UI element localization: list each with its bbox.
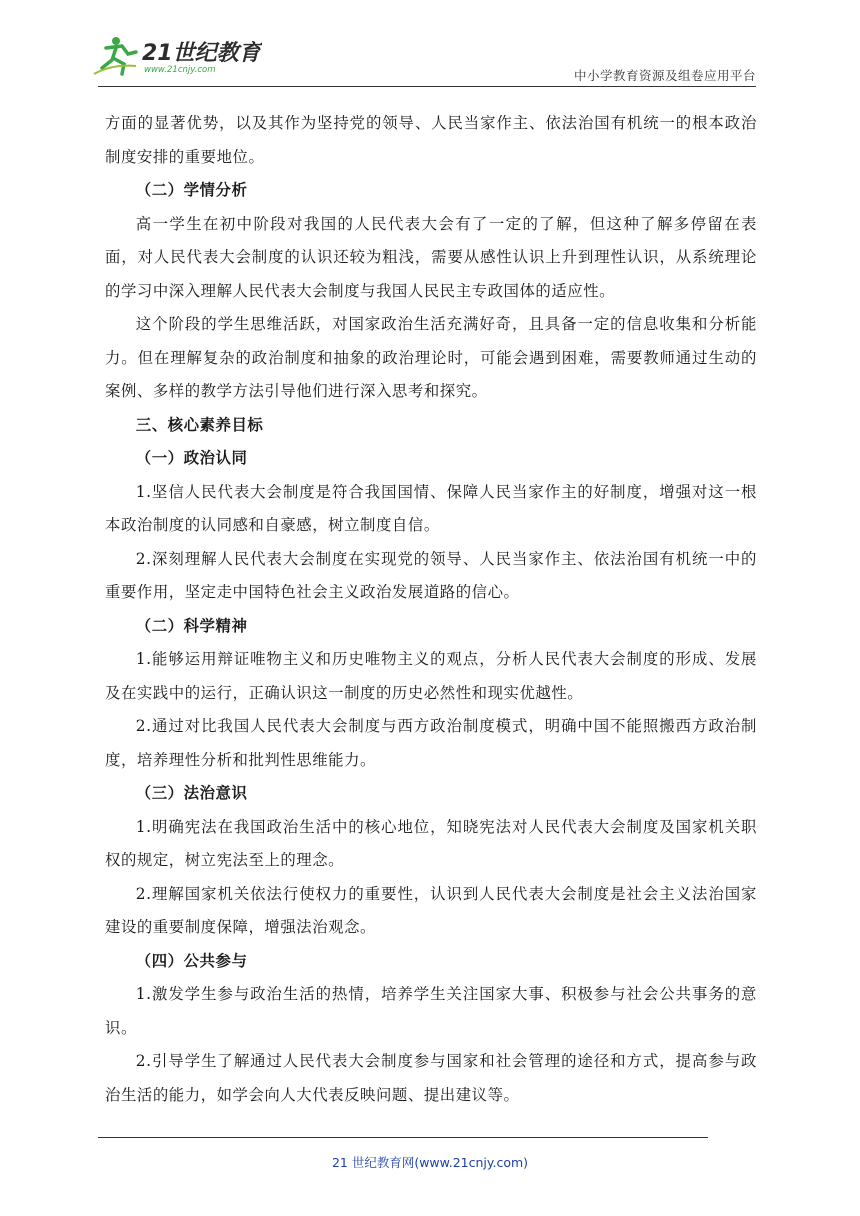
paragraph: 这个阶段的学生思维活跃，对国家政治生活充满好奇，且具备一定的信息收集和分析能力。但在理解复杂的政治制度和抽象的政治理论时，可能会遇到困难，需要教师通过生动的案例、多样的教学方法引导他们进行深入思考和探究。 (105, 315, 757, 400)
section-heading: （二）学情分析 (135, 181, 248, 199)
section-heading: 三、核心素养目标 (135, 415, 264, 434)
paragraph: 2.通过对比我国人民代表大会制度与西方政治制度模式，明确中国不能照搬西方政治制度，培养理性分析和批判性思维能力。 (105, 717, 757, 769)
paragraph: 2.理解国家机关依法行使权力的重要性，认识到人民代表大会制度是社会主义法治国家建设的重要制度保障，增强法治观念。 (105, 884, 757, 936)
footer-divider (98, 1137, 708, 1138)
paragraph: 2.深刻理解人民代表大会制度在实现党的领导、人民当家作主、依法治国有机统一中的重要作用，坚定走中国特色社会主义政治发展道路的信心。 (105, 549, 757, 601)
paragraph: 方面的显著优势，以及其作为坚持党的领导、人民当家作主、依法治国有机统一的根本政治制度安排的重要地位。 (105, 114, 757, 166)
platform-name: 中小学教育资源及组卷应用平台 (573, 68, 756, 83)
document-body (105, 107, 757, 1112)
site-logo[interactable] (92, 34, 262, 78)
header-divider (98, 86, 756, 87)
logo-url-text: www.21cnjy.com (144, 65, 216, 75)
paragraph: 1.明确宪法在我国政治生活中的核心地位，知晓宪法对人民代表大会制度及国家机关职权的规定，树立宪法至上的理念。 (105, 817, 757, 869)
logo-text: 21世纪教育 (142, 41, 261, 66)
paragraph: 1.坚信人民代表大会制度是符合我国国情、保障人民当家作主的好制度，增强对这一根本政治制度的认同感和自豪感，树立制度自信。 (105, 482, 757, 534)
footer-link[interactable]: 21 世纪教育网(www.21cnjy.com) (331, 1155, 529, 1170)
paragraph: 2.引导学生了解通过人民代表大会制度参与国家和社会管理的途径和方式，提高参与政治生活的能力，如学会向人大代表反映问题、提出建议等。 (105, 1052, 757, 1104)
paragraph: 高一学生在初中阶段对我国的人民代表大会有了一定的了解，但这种了解多停留在表面，对人民代表大会制度的认识还较为粗浅，需要从感性认识上升到理性认识，从系统理论的学习中深入理解人民代表大会制度与我国人民民主专政国体的适应性。 (105, 214, 757, 300)
paragraph: 1.激发学生参与政治生活的热情，培养学生关注国家大事、积极参与社会公共事务的意识。 (105, 985, 757, 1037)
section-heading: （二）科学精神 (135, 616, 248, 635)
section-heading: （三）法治意识 (135, 784, 248, 802)
section-heading: （四）公共参与 (135, 951, 248, 970)
section-heading: （一）政治认同 (135, 449, 248, 467)
paragraph: 1.能够运用辩证唯物主义和历史唯物主义的观点，分析人民代表大会制度的形成、发展及在实践中的运行，正确认识这一制度的历史必然性和现实优越性。 (105, 650, 757, 702)
runner-logo-icon (92, 34, 262, 78)
